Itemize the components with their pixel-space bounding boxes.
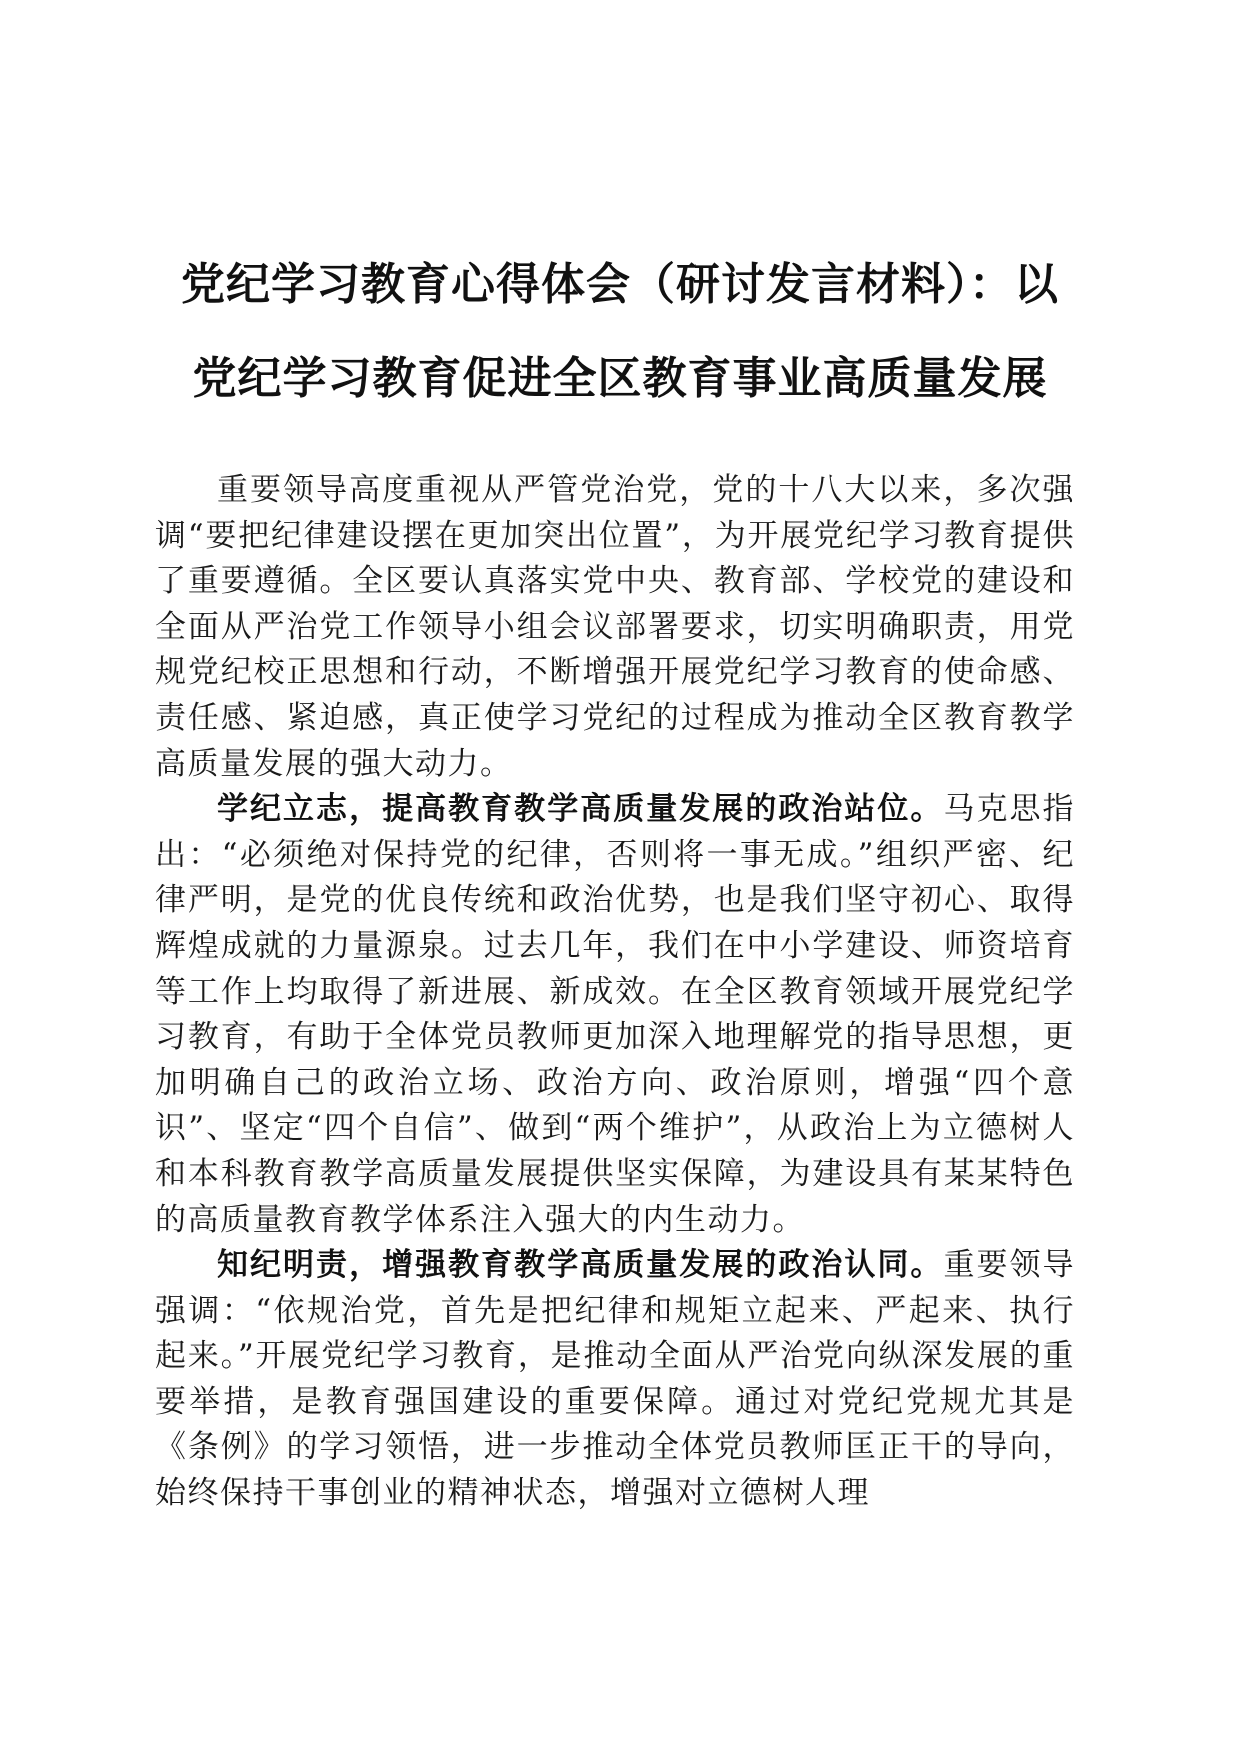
title-line-1: 党纪学习教育心得体会（研讨发言材料）：以 xyxy=(181,259,1059,310)
document-title xyxy=(150,238,1090,426)
section-2-text: 重要领导强调：“依规治党，首先是把纪律和规矩立起来、严起来、执行起来。”开展党纪学习教育，是推动全面从严治党向纵深发展的重要举措，是教育强国建设的重要保障。通过对党纪党规尤其是《条例》的学习领悟，进一步推动全体党员教师匡正干的导向，始终保持干事创业的精神状态，增强对立德树人理 xyxy=(155,1247,1075,1512)
title-line-2: 党纪学习教育促进全区教育事业高质量发展 xyxy=(192,353,1048,404)
document-body xyxy=(155,468,1075,1517)
section-1-text: 马克思指出：“必须绝对保持党的纪律，否则将一事无成。”组织严密、纪律严明，是党的优良传统和政治优势，也是我们坚守初心、取得辉煌成就的力量源泉。过去几年，我们在中小学建设、师资培育等工作上均取得了新进展、新成效。在全区教育领域开展党纪学习教育，有助于全体党员教师更加深入地理解党的指导思想，更加明确自己的政治立场、政治方向、政治原则，增强“四个意识”、坚定“四个自信”、做到“两个维护”，从政治上为立德树人和本科教育教学高质量发展提供坚实保障，为建设具有某某特色的高质量教育教学体系注入强大的内生动力。 xyxy=(155,791,1075,1238)
paragraph-section-1 xyxy=(155,787,1075,1243)
paragraph-section-2 xyxy=(155,1243,1075,1517)
section-2-heading: 知纪明责，增强教育教学高质量发展的政治认同。 xyxy=(217,1247,944,1284)
section-1-heading: 学纪立志，提高教育教学高质量发展的政治站位。 xyxy=(217,791,944,828)
paragraph-intro: 重要领导高度重视从严管党治党，党的十八大以来，多次强调“要把纪律建设摆在更加突出位置”，为开展党纪学习教育提供了重要遵循。全区要认真落实党中央、教育部、学校党的建设和全面从严治党工作领导小组会议部署要求，切实明确职责，用党规党纪校正思想和行动，不断增强开展党纪学习教育的使命感、责任感、紧迫感，真正使学习党纪的过程成为推动全区教育教学高质量发展的强大动力。 xyxy=(155,472,1075,782)
